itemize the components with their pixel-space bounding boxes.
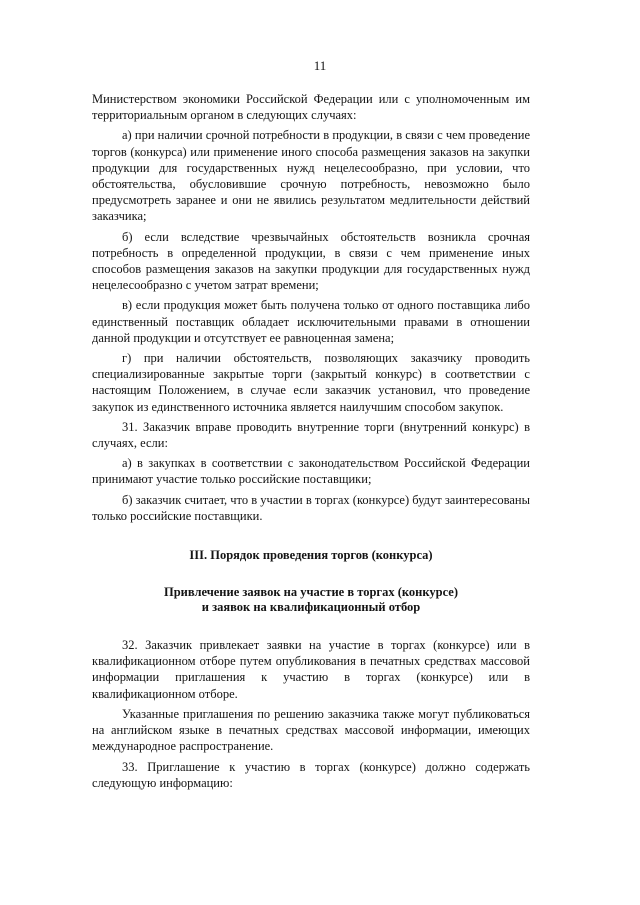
page-number: 11: [313, 58, 327, 73]
section-heading: III. Порядок проведения торгов (конкурса): [189, 548, 433, 563]
paragraph-32: 32. Заказчик привлекает заявки на участие в торгах (конкурсе) или в квалификационном отборе путем опубликования в печатных средствах массовой информации приглашения к участию в торгах (конкурсе) или в квалификационном отборе.: [92, 638, 530, 701]
paragraph-33: 33. Приглашение к участию в торгах (конкурсе) должно содержать следующую информацию:: [92, 759, 530, 790]
paragraph-32-note: Указанные приглашения по решению заказчика также могут публиковаться на английском языке в печатных средствах массовой информации, имеющих международное распространение.: [92, 706, 530, 754]
paragraph-case-v: в) если продукция может быть получена только от одного поставщика либо единственный поставщик обладает исключительными правами в отношении данной продукции и отсутствует ее равноценная замена;: [92, 298, 530, 345]
subheading-line-1: Привлечение заявок на участие в торгах (конкурсе): [163, 585, 458, 600]
paragraph-continuation: Министерством экономики Российской Федерации или с уполномоченным им территориальным органом в следующих случаях:: [92, 92, 530, 123]
paragraph-31-a: а) в закупках в соответствии с законодательством Российской Федерации принимают участие только российские поставщики;: [92, 456, 530, 487]
paragraph-case-b: б) если вследствие чрезвычайных обстоятельств возникла срочная потребность в определенной продукции, в связи с чем применение иных способов размещения заказов на закупки продукции для государственных нужд нецелесообразно с учетом затрат времени;: [92, 229, 530, 293]
paragraph-case-g: г) при наличии обстоятельств, позволяющих заказчику проводить специализированные закрытые торги (закрытый конкурс) в соответствии с настоящим Положением, в случае если заказчик установил, что проведение закупок из единственного источника является наилучшим способом закупок.: [92, 351, 530, 414]
paragraph-31: 31. Заказчик вправе проводить внутренние торги (внутренний конкурс) в случаях, если:: [92, 419, 530, 451]
document-body: [92, 91, 530, 791]
subheading: [92, 585, 530, 615]
subheading-line-2: и заявок на квалификационный отбор: [201, 600, 421, 615]
paragraph-case-a: а) при наличии срочной потребности в продукции, в связи с чем проведение торгов (конкурса) или применение иного способа размещения заказов на закупки продукции для государственных нужд нецелесообразно, при условии, что обстоятельства, обусловившие срочную потребность, невозможно было предусмотреть заранее и они не явились результатом медлительности действий заказчика;: [92, 128, 530, 224]
paragraph-31-b: б) заказчик считает, что в участии в торгах (конкурсе) будут заинтересованы только российские поставщики.: [92, 492, 530, 523]
